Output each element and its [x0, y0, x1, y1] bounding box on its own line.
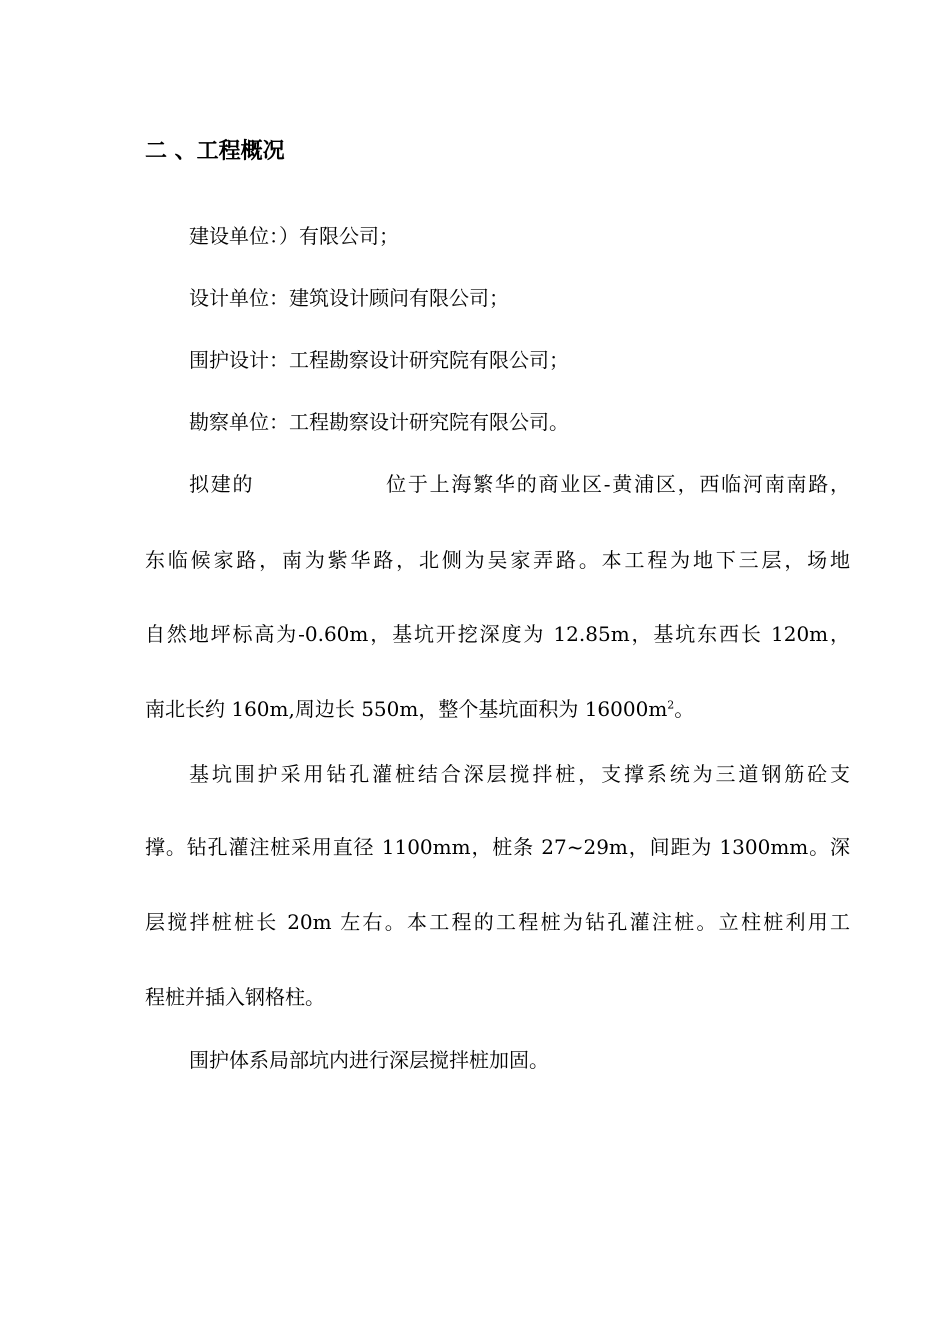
- support-description-line-2: 撑。钻孔灌注桩采用直径 1100mm，桩条 27~29m，间距为 1300mm。深: [145, 835, 850, 859]
- support-description-line-3: 层搅拌桩桩长 20m 左右。本工程的工程桩为钻孔灌注桩。立柱桩利用工: [145, 910, 850, 934]
- support-description-line-1: 基坑围护采用钻孔灌桩结合深层搅拌桩，支撑系统为三道钢筋砼支: [189, 762, 850, 786]
- project-description-start: 拟建的: [189, 472, 255, 496]
- project-description-line-4: [145, 694, 694, 724]
- period: 。: [674, 697, 695, 721]
- project-description-line-2: 东临候家路，南为紫华路，北侧为吴家弄路。本工程为地下三层，场地: [145, 548, 850, 572]
- construction-unit-line: 建设单位：）有限公司；: [189, 224, 399, 248]
- project-description-line-3: 自然地坪标高为-0.60m，基坑开挖深度为 12.85m，基坑东西长 120m，: [145, 622, 850, 646]
- survey-unit-line: 勘察单位：工程勘察设计研究院有限公司。: [189, 410, 569, 434]
- square-superscript: 2: [667, 698, 675, 712]
- design-unit-line: 设计单位：建筑设计顾问有限公司；: [189, 286, 509, 310]
- reinforcement-paragraph: 围护体系局部坑内进行深层搅拌桩加固。: [189, 1048, 549, 1072]
- section-heading: 二 、工程概况: [145, 139, 285, 164]
- project-description-line-1: [189, 469, 850, 499]
- area-text: 南北长约 160m,周边长 550m，整个基坑面积为 16000m: [145, 697, 668, 721]
- support-description-line-4: 程桩并插入钢格柱。: [145, 985, 325, 1009]
- project-description-location: 位于上海繁华的商业区-黄浦区，西临河南南路，: [384, 472, 850, 496]
- enclosure-design-line: 围护设计：工程勘察设计研究院有限公司；: [189, 348, 569, 372]
